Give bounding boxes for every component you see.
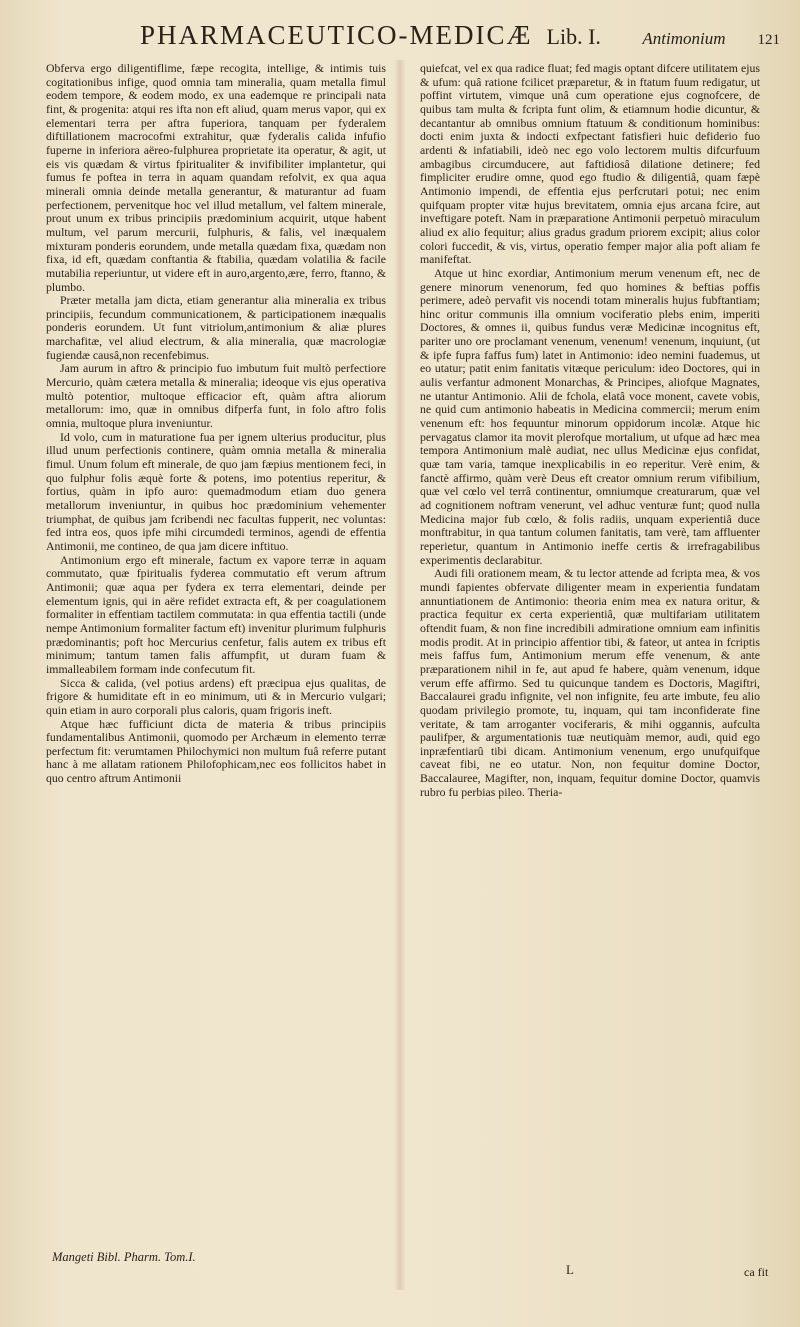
- left-column: [46, 62, 386, 1290]
- running-header: [140, 20, 780, 58]
- catchword: ca fit: [744, 1265, 769, 1279]
- paragraph: quiefcat, vel ex qua radice fluat; fed magis optant difcere utilitatem ejus & ufum: quâ ratione fcilicet præparetur, & in ftatum fuum redigatur, ut poffint virtutem, vimque unâ cum operatione ejus cognofcere, de quibus tam multa & fcripta funt olim, & etiamnum hodie dicuntur, & decantantur ab omnibus omnium ftatuum & conditionum hominibus: docti enim juxta & indocti exfpectant fatisfieri huic defiderio fuo ardenti & infatiabili, ideò nec ego volo lectorem multis difcurfuum ambagibus circumducere, aut faftidiosâ dilatione detinere; fed fimpliciter erudire omne, quod ego ftudio & diligentiâ, quam fæpè Antimonio impendi, de effentia ejus perfcrutari potui; nec enim quifquam propter vitæ hujus brevitatem, omnia ejus arcana fcire, aut inveftigare poteft. Nam in præparatione Antimonii perpetuò miraculum aliud ex alio fequitur; alius gradus gradum priorem excipit; alius color colori fuccedit, & vis, virtus, operatio femper major alia poft aliam fe manifeftat.: [420, 62, 760, 267]
- paragraph: Præter metalla jam dicta, etiam generantur alia mineralia ex tribus principiis, fecundum communicationem, & participationem inæqualis ponderis eorundem. Ut funt vitriolum,antimonium & aliæ plures marchafitæ, vel aliud electrum, & alia mineralia, quæ macrologiæ fugiendæ causâ,non recenfebimus.: [46, 293, 386, 362]
- footer-imprint: Mangeti Bibl. Pharm. Tom.I.: [52, 1250, 196, 1264]
- paragraph: Sicca & calida, (vel potius ardens) eft præcipua ejus qualitas, de frigore & humiditate eft in eo minimum, uti & in Mercurio vulgari; quin etiam in auro corporali plus caloris, quam frigoris ineft.: [46, 675, 386, 717]
- running-title: PHARMACEUTICO-MEDICÆ: [140, 20, 533, 50]
- book-label: Lib. I.: [546, 24, 601, 49]
- paragraph: Id volo, cum in maturatione fua per ignem ulterius producitur, plus illud unum perfectionis continere, quàm omnia metalla & mineralia fimul. Unum folum eft minerale, de quo jam fæpius mentionem feci, in quo fulphur folis æquè forte & potens, imo potentius reperitur, & fortius, quàm in ipfo auro: quemadmodum etiam duo genera metallorum inveniuntur, in quibus hoc prædominium vehementer triumphat, de quibus jam fcribendi nec facultas fupperit, nec voluntas: fed intra eos, quos ipfe mihi circumdedi terminos, agendi de effentia Antimonii, me contineo, de qua jam dicere inftituo.: [46, 429, 386, 553]
- section-label: Antimonium: [642, 29, 726, 48]
- paragraph: Jam aurum in aftro & principio fuo imbutum fuit multò perfectiore Mercurio, quàm cætera metalla & mineralia; ideoque vis ejus operativa multò potentior, multoque efficacior eft, quàm aftra aliorum metallorum: imo, quæ in omnibus difperfa funt, in folo aftro folis omnia, multoque plura inveniuntur.: [46, 361, 386, 431]
- paragraph: Atque ut hinc exordiar, Antimonium merum venenum eft, nec de genere minorum venenorum, fed quo homines & beftias poffis perimere, adeò pervafit vis nocendi totam mineralis hujus fubftantiam; hinc oritur communis illa omnium vociferatio plebs enim, imperiti Doctores, & omnes ii, quibus fundus veræ Medicinæ incognitus eft, pariter uno ore proclamant venenum, venenum! venenum, inquiunt, (ut & ipfe fupra faffus fum) latet in Antimonio: ideo nemini fuademus, ut eo utatur; patit enim fanitatis vitæque periculum: ideo Doctores, qui in aulis verfantur admonent Monarchas, & Principes, aliofque Magnates, ne utantur Antimonio. Alii de fchola, elatâ voce monent, cavete vobis, ne quid cum antimonio habeatis in Medicina commercii; merum enim venenum eft: hos fequuntur minorum oppidorum incolæ. Atque hic pervagatus clamor ita movit plerofque mortalium, ut ufque ad hæc mea tempora Antimonium malè audiat, nec ullus Medicinæ ejus confidat, quæ tam varia, tamque inexplicabilis in eo reperitur. Verè enim, & fanctè affirmo, quàm verè Deus eft creator omnium rerum vifibilium, quæ vel cœlo vel terrâ continentur, omniumque creaturarum, quæ vel ad cognitionem noftram venerunt, vel adhuc venturæ funt; quod nulla Medicina major fub cœlo, & folis radiis, unquam experientiâ duce monftrabitur, in qua tantum columen fanitatis, tam verè, tam affluenter reperietur, quantum in Antimonio ineffe certis & irrefragabilibus experimentis declarabitur.: [420, 265, 760, 567]
- right-column: [420, 62, 760, 1262]
- paragraph: Atque hæc fufficiunt dicta de materia & tribus principiis fundamentalibus Antimonii, quomodo per Archæum in elemento terræ perfectum fit: verumtamen Philochymici non multum fuâ referre putant hanc à me allatam rationem Philofophicam,nec eos follicitos habet in quo centro aftrum Antimonii: [46, 716, 386, 786]
- paragraph: Antimonium ergo eft minerale, factum ex vapore terræ in aquam commutato, quæ fpiritualis fyderea commutatio eft verum aftrum Antimonii; quæ aqua per fydera ex terra elementari, deinde per elementum ignis, qui in aëre refidet extracta eft, & per coagulationem formaliter in effentiam tactilem commutata: in qua effentia tactili (unde nempe Antimonium formaliter factum eft) invenitur plurimum fulphuris prædominantis; poft hoc Mercurius cenfetur, falis autem ex tribus eft minimum; tantum tamen falis affumpfit, ut duram fuam & immalleabilem formam inde confecutum fit.: [46, 552, 386, 676]
- signature-mark: L: [566, 1262, 574, 1277]
- paragraph: Audi fili orationem meam, & tu lector attende ad fcripta mea, & vos mundi fapientes obfervate diligenter meam in experientia fundatam annuntiationem de Antimonio: theoria enim mea ex natura oritur, & practica fequitur ex certa experientiâ, quæ multifariam utilitatem oftendit fuam, & non fine incredibili admiratione omnium eam infinitis modis prodit. At in principio affentior tibi, & fateor, ut antea in fcriptis meis faffus fum, Antimonium merum effe venenum, & ante præparationem nihil in fe, aut apud fe habere, quàm venenum, idque verum effe affirmo. Sed tu quicunque tandem es Doctoris, Magiftri, Baccalaurei gradu infignite, vel non infignite, feu arte imbute, feu alio quodam privilegio promote, tu, inquam, qui tam inconfiderate fine veritate, & tam arroganter vociferaris, & mihi oggannis, aufculta paulifper, & argumentationis tuæ neutiquàm memor, audi, quid ego inpræfentiarû tibi dicam. Antimonium venenum, ergo unufquifque caveat fibi, ne eo utatur. Non, non fequitur domine Doctor, Baccalauree, Magifter, non, inquam, fequitur domine Doctor, quamvis rubro fu perbias pileo. Theria-: [420, 566, 760, 799]
- page-gutter-shadow: [394, 60, 406, 1290]
- page-number: 121: [757, 32, 780, 48]
- paragraph: Obferva ergo diligentiflime, fæpe recogita, intellige, & intimis tuis cogitationibus infige, quod omnia tam mineralia, quam metalla fimul eodem tempore, & eodem modo, ex una eademque re principali nata fint, & progenita: atqui res ifta non eft aliud, quam merus vapor, qui ex elementari terra per aftra fuperiora, tanquam per fyderalem diftillationem macrocofmi extrahitur, quæ fyderalis calida infufio fuperne in inferiora aëreo-fulphurea proprietate ita operatur, & agit, ut eis vis quædam & virtus fpiritualiter & invifibiliter implantetur, qui fumus fe poftea in terra in aquam quandam refolvit, ex qua aqua minerali omnia deinde metalla generantur, & maturantur ad fuam perfectionem, pervenitque hoc vel illud metallum, vel faltem minerale, prout unum ex tribus principiis prædominium acquirit, utque habent multum, vel parum mercurii, fulphuris, & falis, vel inæqualem mixturam ponderis eorundem, unde metalla quædam fixa, quædam non fixa, id eft, quædam conftantia & ftabilia, quædam volatilia & facile mutabilia reperiuntur, ut videre eft in auro,argento,ære, ferro, ftanno, & plumbo.: [46, 62, 386, 294]
